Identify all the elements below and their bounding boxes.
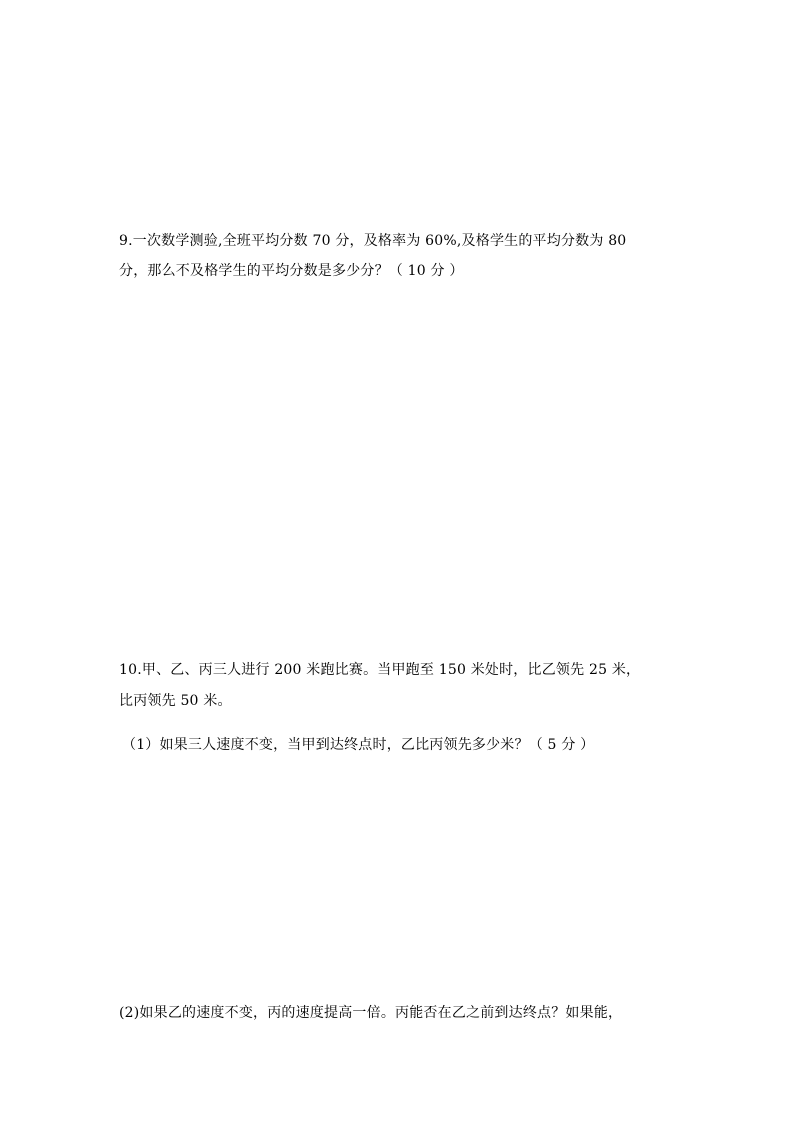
question-9-line-2: 分，那么不及格学生的平均分数是多少分？（ 10 分 ）: [119, 263, 464, 279]
question-10-part-1: （1）如果三人速度不变，当甲到达终点时，乙比丙领先多少米？（ 5 分 ）: [122, 737, 595, 753]
question-10-part-2: (2)如果乙的速度不变，丙的速度提高一倍。丙能否在乙之前到达终点？如果能，: [119, 1005, 623, 1021]
question-9-line-1: 9.一次数学测验,全班平均分数 70 分，及格率为 60%,及格学生的平均分数为 80: [119, 233, 627, 249]
question-10-line-1: 10.甲、乙、丙三人进行 200 米跑比赛。当甲跑至 150 米处时，比乙领先 25 米，: [119, 662, 641, 678]
question-10-line-2: 比丙领先 50 米。: [119, 693, 232, 709]
